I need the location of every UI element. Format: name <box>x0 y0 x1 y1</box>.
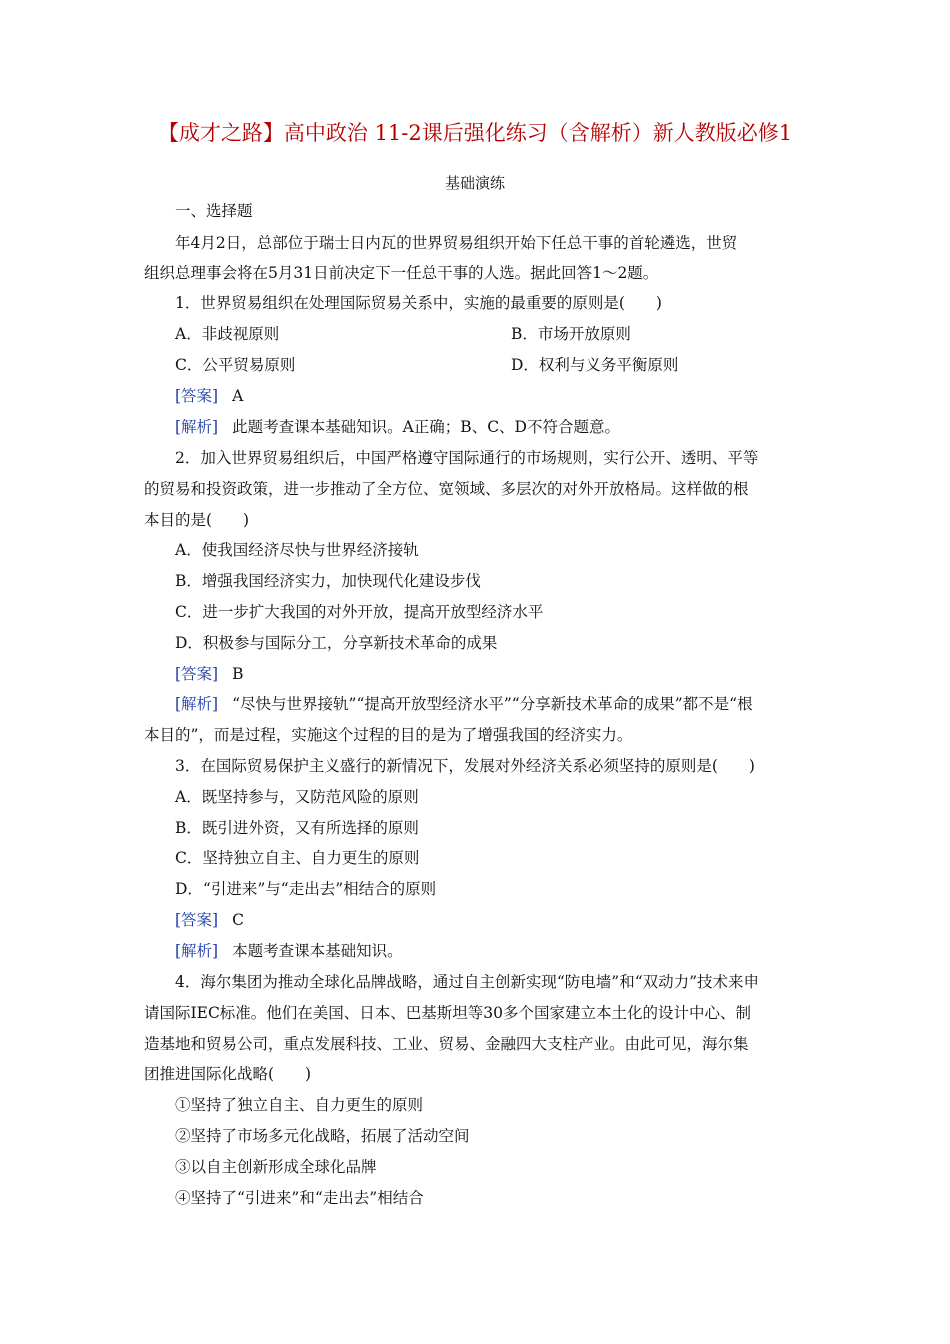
analysis-text: 本题考查课本基础知识。 <box>232 942 403 960</box>
question-3-analysis <box>175 940 403 962</box>
analysis-tag: [解析] <box>175 695 219 713</box>
question-3-option-d: D．“引进来”与“走出去”相结合的原则 <box>175 880 437 898</box>
answer-value: A <box>232 387 244 405</box>
answer-value: C <box>232 911 244 929</box>
analysis-tag: [解析] <box>175 942 219 960</box>
analysis-text: 此题考查课本基础知识。A正确；B、C、D不符合题意。 <box>232 418 620 436</box>
question-2-answer <box>175 663 244 685</box>
question-3-stem: 3．在国际贸易保护主义盛行的新情况下，发展对外经济关系必须坚持的原则是( ) <box>175 757 755 775</box>
question-4-stem: 请国际IEC标准。他们在美国、日本、巴基斯坦等30多个国家建立本土化的设计中心、制 <box>144 1004 752 1022</box>
question-1-option-a: A．非歧视原则 <box>175 325 280 343</box>
intro-line: 组织总理事会将在5月31日前决定下一任总干事的人选。据此回答1～2题。 <box>144 264 659 282</box>
question-1-option-b: B．市场开放原则 <box>511 325 631 343</box>
question-2-stem: 的贸易和投资政策，进一步推动了全方位、宽领域、多层次的对外开放格局。这样做的根 <box>144 480 749 498</box>
question-4-item: ④坚持了“引进来”和“走出去”相结合 <box>175 1189 424 1207</box>
question-3-answer <box>175 909 244 931</box>
question-2-stem: 本目的是( ) <box>144 511 250 529</box>
question-3-option-a: A．既坚持参与，又防范风险的原则 <box>175 788 419 806</box>
question-4-item: ①坚持了独立自主、自力更生的原则 <box>175 1096 424 1114</box>
answer-tag: [答案] <box>175 387 219 405</box>
question-2-analysis-cont: 本目的”，而是过程，实施这个过程的目的是为了增强我国的经济实力。 <box>144 726 633 744</box>
question-4-item: ②坚持了市场多元化战略，拓展了活动空间 <box>175 1127 470 1145</box>
question-3-option-c: C．坚持独立自主、自力更生的原则 <box>175 849 420 867</box>
question-1-stem: 1．世界贸易组织在处理国际贸易关系中，实施的最重要的原则是( ) <box>175 294 662 312</box>
question-1-option-c: C．公平贸易原则 <box>175 356 296 374</box>
section-heading: 一、选择题 <box>175 202 253 220</box>
document-subtitle: 基础演练 <box>444 174 505 192</box>
question-2-option-b: B．增强我国经济实力，加快现代化建设步伐 <box>175 572 481 590</box>
answer-value: B <box>232 665 244 683</box>
document-title: 【成才之路】高中政治 11-2课后强化练习（含解析）新人教版必修1 <box>157 121 793 145</box>
question-1-answer <box>175 385 243 407</box>
question-2-analysis <box>175 693 753 715</box>
question-4-stem: 团推进国际化战略( ) <box>144 1065 312 1083</box>
answer-tag: [答案] <box>175 911 219 929</box>
analysis-text: “尽快与世界接轨”“提高开放型经济水平”“分享新技术革命的成果”都不是“根 <box>232 695 753 713</box>
analysis-tag: [解析] <box>175 418 219 436</box>
question-4-stem: 造基地和贸易公司，重点发展科技、工业、贸易、金融四大支柱产业。由此可见，海尔集 <box>144 1035 749 1053</box>
question-3-option-b: B．既引进外资，又有所选择的原则 <box>175 819 419 837</box>
answer-tag: [答案] <box>175 665 219 683</box>
question-2-option-a: A．使我国经济尽快与世界经济接轨 <box>175 541 419 559</box>
question-2-option-c: C．进一步扩大我国的对外开放，提高开放型经济水平 <box>175 603 544 621</box>
intro-line: 年4月2日，总部位于瑞士日内瓦的世界贸易组织开始下任总干事的首轮遴选，世贸 <box>175 234 738 252</box>
question-2-stem: 2．加入世界贸易组织后，中国严格遵守国际通行的市场规则，实行公开、透明、平等 <box>175 449 759 467</box>
question-1-analysis <box>175 416 620 438</box>
question-4-stem: 4．海尔集团为推动全球化品牌战略，通过自主创新实现“防电墙”和“双动力”技术来申 <box>175 973 760 991</box>
question-1-option-d: D．权利与义务平衡原则 <box>511 356 679 374</box>
question-4-item: ③以自主创新形成全球化品牌 <box>175 1158 377 1176</box>
question-2-option-d: D．积极参与国际分工，分享新技术革命的成果 <box>175 634 498 652</box>
